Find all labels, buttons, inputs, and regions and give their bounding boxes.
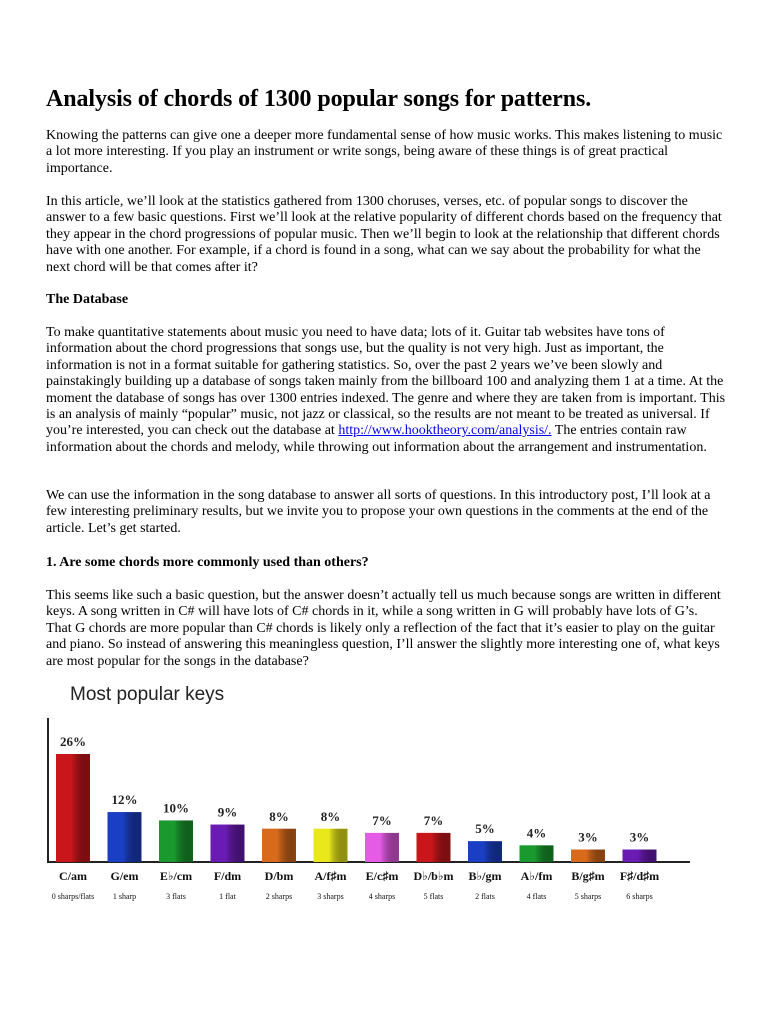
category-sublabel: 4 sharps bbox=[368, 892, 396, 901]
category-sublabel: 2 sharps bbox=[265, 892, 293, 901]
bar-8 bbox=[417, 833, 451, 862]
category-label: F/dm bbox=[213, 869, 242, 883]
bar-9 bbox=[468, 841, 502, 862]
bar-3 bbox=[159, 820, 193, 862]
bar-10 bbox=[520, 845, 554, 862]
page-title: Analysis of chords of 1300 popular songs for patterns. bbox=[46, 86, 592, 112]
bar-6 bbox=[314, 829, 348, 862]
database-link[interactable]: http://www.hooktheory.com/analysis/. bbox=[338, 423, 552, 439]
value-label: 9% bbox=[217, 804, 238, 820]
bar-base-11 bbox=[571, 850, 605, 862]
bar-base-5 bbox=[262, 829, 296, 862]
category-label: B♭/gm bbox=[468, 869, 502, 883]
category-label: A/f♯m bbox=[314, 869, 347, 883]
category-sublabel: 1 flat bbox=[219, 892, 236, 901]
category-label: B/g♯m bbox=[571, 869, 605, 883]
bar-base-6 bbox=[314, 829, 348, 862]
value-label: 26% bbox=[60, 734, 86, 749]
bar-base-1 bbox=[56, 754, 90, 862]
value-label: 3% bbox=[578, 829, 598, 845]
bar-11 bbox=[571, 850, 605, 862]
category-label: E/c♯m bbox=[365, 869, 399, 883]
database-heading: The Database bbox=[46, 292, 129, 307]
value-label: 7% bbox=[423, 812, 444, 828]
value-label: 7% bbox=[372, 812, 392, 828]
bar-2 bbox=[108, 812, 142, 862]
value-label: 8% bbox=[320, 808, 341, 824]
bar-base-3 bbox=[159, 820, 193, 862]
category-sublabel: 5 flats bbox=[423, 892, 444, 901]
category-label: G/em bbox=[110, 869, 139, 883]
bar-base-8 bbox=[417, 833, 451, 862]
value-label: 5% bbox=[475, 821, 495, 837]
bar-5 bbox=[262, 829, 296, 862]
category-sublabel: 6 sharps bbox=[626, 892, 653, 901]
category-sublabel: 5 sharps bbox=[574, 892, 602, 901]
category-sublabel: 1 sharp bbox=[112, 892, 137, 901]
category-sublabel: 4 flats bbox=[526, 892, 547, 901]
category-label: C/am bbox=[59, 869, 87, 883]
bar-base-12 bbox=[623, 850, 657, 862]
bar-base-10 bbox=[520, 845, 554, 862]
bar-base-4 bbox=[211, 825, 245, 862]
category-label: E♭/cm bbox=[159, 869, 193, 883]
bar-base-2 bbox=[108, 812, 142, 862]
category-label: A♭/fm bbox=[520, 869, 553, 883]
bar-base-9 bbox=[468, 841, 502, 862]
value-label: 4% bbox=[526, 825, 547, 841]
category-label: D♭/b♭m bbox=[413, 869, 454, 883]
database-text-2: The entries contain raw information about the chords and melody, while throwing out information about the arrangement and instrumentation. bbox=[46, 423, 707, 455]
bar-12 bbox=[623, 850, 657, 862]
intro-paragraph: Knowing the patterns can give one a deeper more fundamental sense of how music works. This makes listening to music a lot more interesting. If you play an instrument or write songs, being aware of these things is of great practical importance. bbox=[46, 128, 723, 176]
value-label: 12% bbox=[111, 792, 138, 808]
bar-4 bbox=[211, 825, 245, 862]
chart-title: Most popular keys bbox=[70, 684, 225, 705]
database-paragraph bbox=[46, 325, 726, 456]
question1-paragraph: This seems like such a basic question, but the answer doesn’t actually tell us much because songs are written in different keys. A song written in C# will have lots of C# chords in it, while a song written in G will probably have lots of G’s. That G chords are more popular than C# chords is likely only a reflection of the fact that it’s easier to play on the guitar and piano. So instead of answering this meaningless question, I’ll answer the slightly more interesting one of, what keys are most popular for the songs in the database? bbox=[46, 588, 721, 669]
database-text-1: To make quantitative statements about music you need to have data; lots of it. Guitar tab websites have tons of information about the chord progressions that songs use, but the quality is not very high. Just as important, the information is not in a format suitable for gathering statistics. So, over the past 2 years we’ve been slowly and painstakingly building up a database of songs taken mainly from the billboard 100 and analyzing them 1 at a time. At the moment the database of songs has over 1300 entries indexed. The genre and where they are taken from is important. This is an analysis of mainly “popular” music, not jazz or classical, so the results are not meant to be treated as universal. If you’re interested, you can check out the database at bbox=[46, 325, 726, 439]
bar-1 bbox=[56, 754, 90, 862]
category-sublabel: 3 sharps bbox=[317, 892, 344, 901]
value-label: 3% bbox=[629, 829, 650, 845]
question1-heading: 1. Are some chords more commonly used than others? bbox=[46, 555, 369, 570]
overview-paragraph: In this article, we’ll look at the statistics gathered from 1300 choruses, verses, etc. of popular songs to discover the answer to a few basic questions. First we’ll look at the relative popularity of different chords based on the frequency that they appear in the chord progressions of popular music. Then we’ll begin to look at the relationship that different chords have with one another. For example, if a chord is found in a song, what can we say about the probability for what the next chord will be that comes after it? bbox=[46, 194, 722, 275]
value-label: 8% bbox=[269, 808, 289, 824]
bar-base-7 bbox=[365, 833, 399, 862]
bar-7 bbox=[365, 833, 399, 862]
category-sublabel: 0 sharps/flats bbox=[51, 892, 95, 901]
keys-bar-chart bbox=[0, 700, 768, 920]
value-label: 10% bbox=[163, 800, 189, 816]
category-label: F♯/d♯m bbox=[619, 869, 660, 883]
category-sublabel: 3 flats bbox=[166, 892, 186, 901]
category-label: D/bm bbox=[264, 869, 294, 883]
category-sublabel: 2 flats bbox=[475, 892, 495, 901]
usage-paragraph: We can use the information in the song database to answer all sorts of questions. In this introductory post, I’ll look at a few interesting preliminary results, but we invite you to propose your own questions in the comments at the end of the article. Let’s get started. bbox=[46, 488, 711, 536]
